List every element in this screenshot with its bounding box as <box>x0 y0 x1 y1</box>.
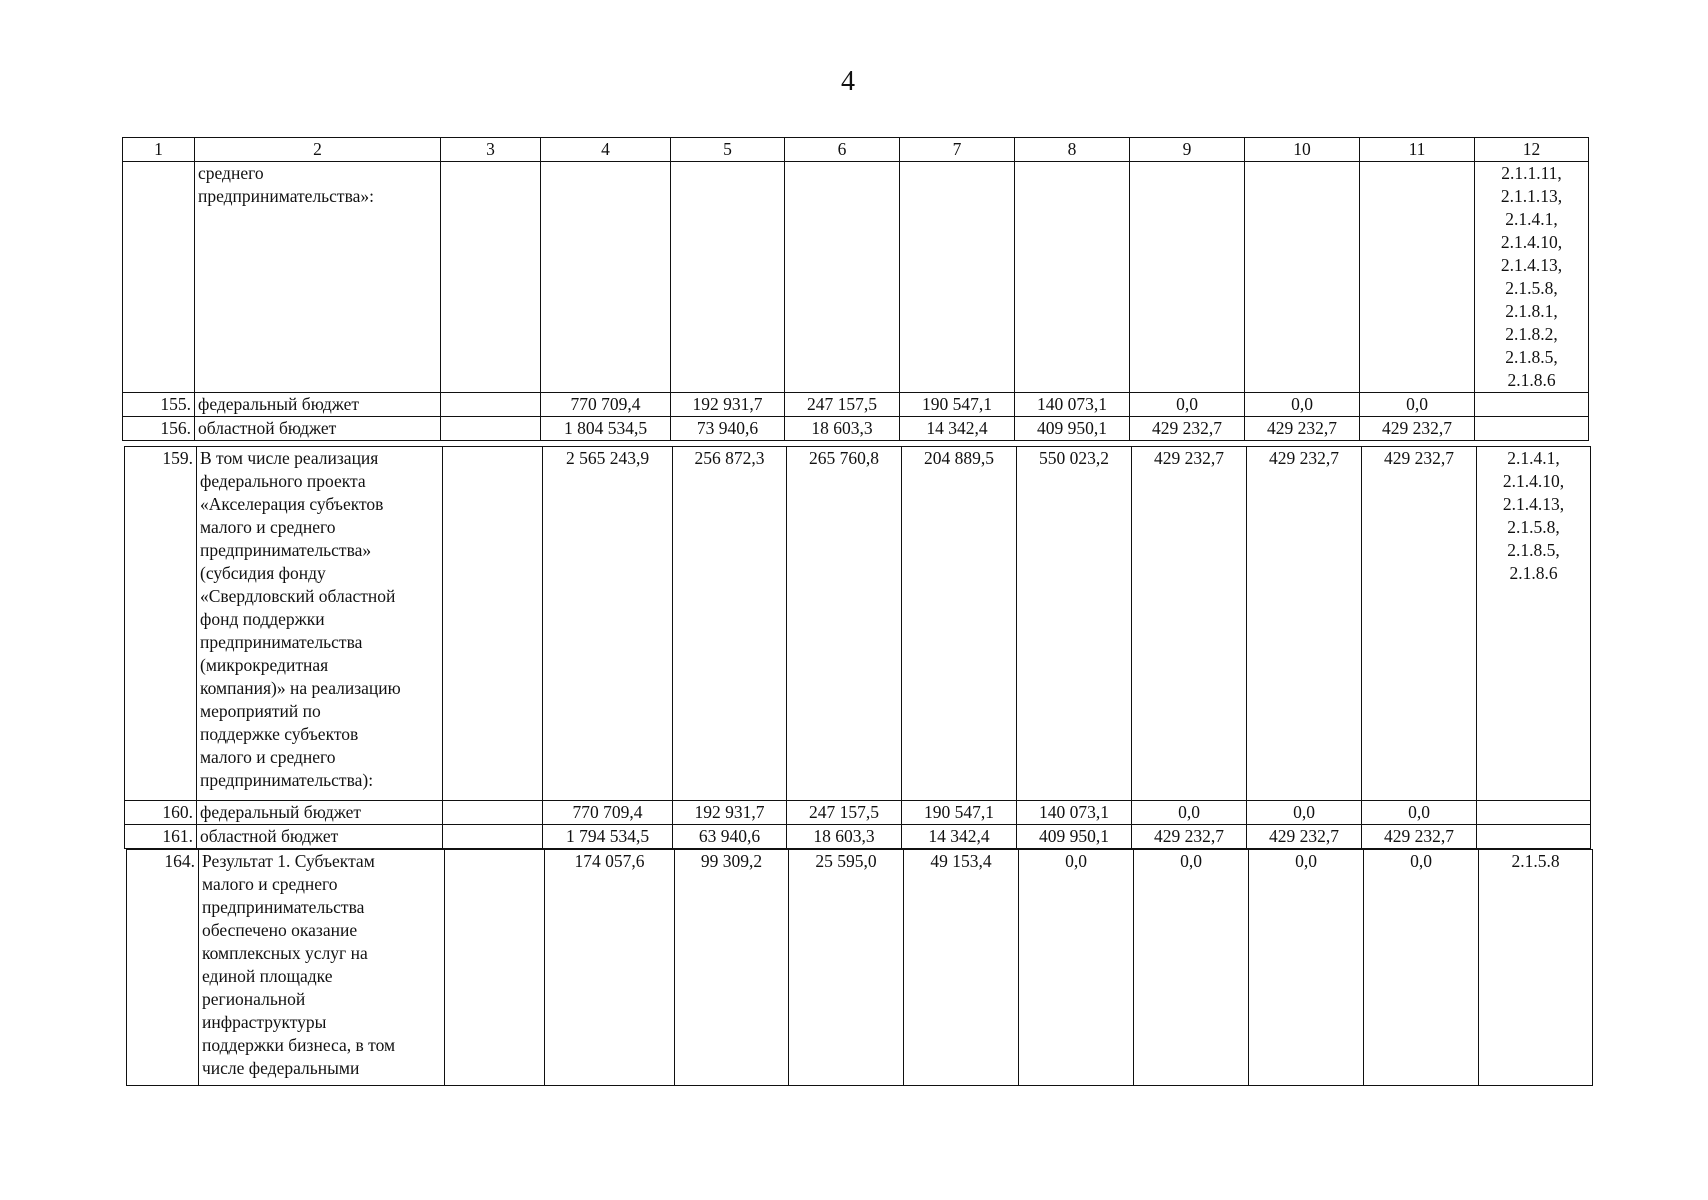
table-row <box>123 393 1589 417</box>
value-cell: 63 940,6 <box>673 825 787 849</box>
value-cell: 140 073,1 <box>1015 393 1130 417</box>
value-cell: 14 342,4 <box>900 417 1015 441</box>
value-cell: 429 232,7 <box>1360 417 1475 441</box>
header-cell: 6 <box>785 138 900 162</box>
row-description: В том числе реализация федерального проекта «Акселерация субъектов малого и среднего предпринимательства» (субсидия фонду «Свердловский областной фонд поддержки предпринимательства (микрокредитная компания)» на реализацию мероприятий по поддержке субъектов малого и среднего предпринимательства): <box>197 447 443 801</box>
header-cell: 9 <box>1130 138 1245 162</box>
header-cell: 10 <box>1245 138 1360 162</box>
value-cell: 409 950,1 <box>1017 825 1132 849</box>
header-cell: 7 <box>900 138 1015 162</box>
value-cell: 770 709,4 <box>541 393 671 417</box>
row-references: 2.1.5.8 <box>1479 850 1593 1086</box>
table-row <box>123 162 1589 393</box>
value-cell: 0,0 <box>1130 393 1245 417</box>
row-label: федеральный бюджет <box>195 393 441 417</box>
value-cell: 1 794 534,5 <box>543 825 673 849</box>
value-cell: 429 232,7 <box>1362 825 1477 849</box>
row-number: 161. <box>125 825 197 849</box>
value-cell: 429 232,7 <box>1130 417 1245 441</box>
budget-table-2 <box>124 446 1591 849</box>
table-row <box>127 850 1593 1086</box>
budget-table-3 <box>126 849 1593 1086</box>
header-cell: 1 <box>123 138 195 162</box>
row-label: федеральный бюджет <box>197 801 443 825</box>
header-cell: 3 <box>441 138 541 162</box>
value-cell: 770 709,4 <box>543 801 673 825</box>
value-cell: 429 232,7 <box>1132 447 1247 801</box>
value-cell: 247 157,5 <box>787 801 902 825</box>
table-row <box>125 825 1591 849</box>
value-cell: 73 940,6 <box>671 417 785 441</box>
value-cell: 18 603,3 <box>785 417 900 441</box>
row-label: областной бюджет <box>195 417 441 441</box>
row-number: 156. <box>123 417 195 441</box>
table-row <box>125 447 1591 801</box>
value-cell: 192 931,7 <box>673 801 787 825</box>
value-cell: 0,0 <box>1132 801 1247 825</box>
value-cell: 429 232,7 <box>1247 825 1362 849</box>
value-cell: 0,0 <box>1019 850 1134 1086</box>
page-number: 4 <box>841 66 855 97</box>
header-cell: 2 <box>195 138 441 162</box>
value-cell: 0,0 <box>1134 850 1249 1086</box>
value-cell: 25 595,0 <box>789 850 904 1086</box>
row-number: 160. <box>125 801 197 825</box>
value-cell: 99 309,2 <box>675 850 789 1086</box>
value-cell: 1 804 534,5 <box>541 417 671 441</box>
value-cell: 190 547,1 <box>902 801 1017 825</box>
value-cell: 174 057,6 <box>545 850 675 1086</box>
header-cell: 11 <box>1360 138 1475 162</box>
row-label: областной бюджет <box>197 825 443 849</box>
header-cell: 5 <box>671 138 785 162</box>
value-cell: 0,0 <box>1364 850 1479 1086</box>
value-cell: 429 232,7 <box>1247 447 1362 801</box>
value-cell: 190 547,1 <box>900 393 1015 417</box>
row-number: 159. <box>125 447 197 801</box>
value-cell: 140 073,1 <box>1017 801 1132 825</box>
value-cell: 429 232,7 <box>1132 825 1247 849</box>
value-cell: 192 931,7 <box>671 393 785 417</box>
value-cell: 2 565 243,9 <box>543 447 673 801</box>
value-cell: 429 232,7 <box>1245 417 1360 441</box>
header-row <box>123 138 1589 162</box>
value-cell: 49 153,4 <box>904 850 1019 1086</box>
value-cell: 550 023,2 <box>1017 447 1132 801</box>
header-cell: 12 <box>1475 138 1589 162</box>
row-description: Результат 1. Субъектам малого и среднего предпринимательства обеспечено оказание комплексных услуг на единой площадке региональной инфраструктуры поддержки бизнеса, в том числе федеральными <box>199 850 445 1086</box>
row-number <box>123 162 195 393</box>
table-row <box>123 417 1589 441</box>
value-cell: 0,0 <box>1247 801 1362 825</box>
value-cell: 409 950,1 <box>1015 417 1130 441</box>
value-cell: 265 760,8 <box>787 447 902 801</box>
budget-table-1 <box>122 137 1589 441</box>
header-cell: 4 <box>541 138 671 162</box>
value-cell: 204 889,5 <box>902 447 1017 801</box>
value-cell: 429 232,7 <box>1362 447 1477 801</box>
row-description: среднего предпринимательства»: <box>195 162 441 393</box>
value-cell: 256 872,3 <box>673 447 787 801</box>
value-cell: 0,0 <box>1362 801 1477 825</box>
row-number: 155. <box>123 393 195 417</box>
value-cell: 0,0 <box>1245 393 1360 417</box>
row-references: 2.1.1.11, 2.1.1.13, 2.1.4.1, 2.1.4.10, 2.1.4.13, 2.1.5.8, 2.1.8.1, 2.1.8.2, 2.1.8.5, 2.1.8.6 <box>1475 162 1589 393</box>
value-cell: 0,0 <box>1249 850 1364 1086</box>
value-cell: 18 603,3 <box>787 825 902 849</box>
header-cell: 8 <box>1015 138 1130 162</box>
value-cell: 0,0 <box>1360 393 1475 417</box>
value-cell: 247 157,5 <box>785 393 900 417</box>
row-references: 2.1.4.1, 2.1.4.10, 2.1.4.13, 2.1.5.8, 2.1.8.5, 2.1.8.6 <box>1477 447 1591 801</box>
table-row <box>125 801 1591 825</box>
value-cell: 14 342,4 <box>902 825 1017 849</box>
row-number: 164. <box>127 850 199 1086</box>
